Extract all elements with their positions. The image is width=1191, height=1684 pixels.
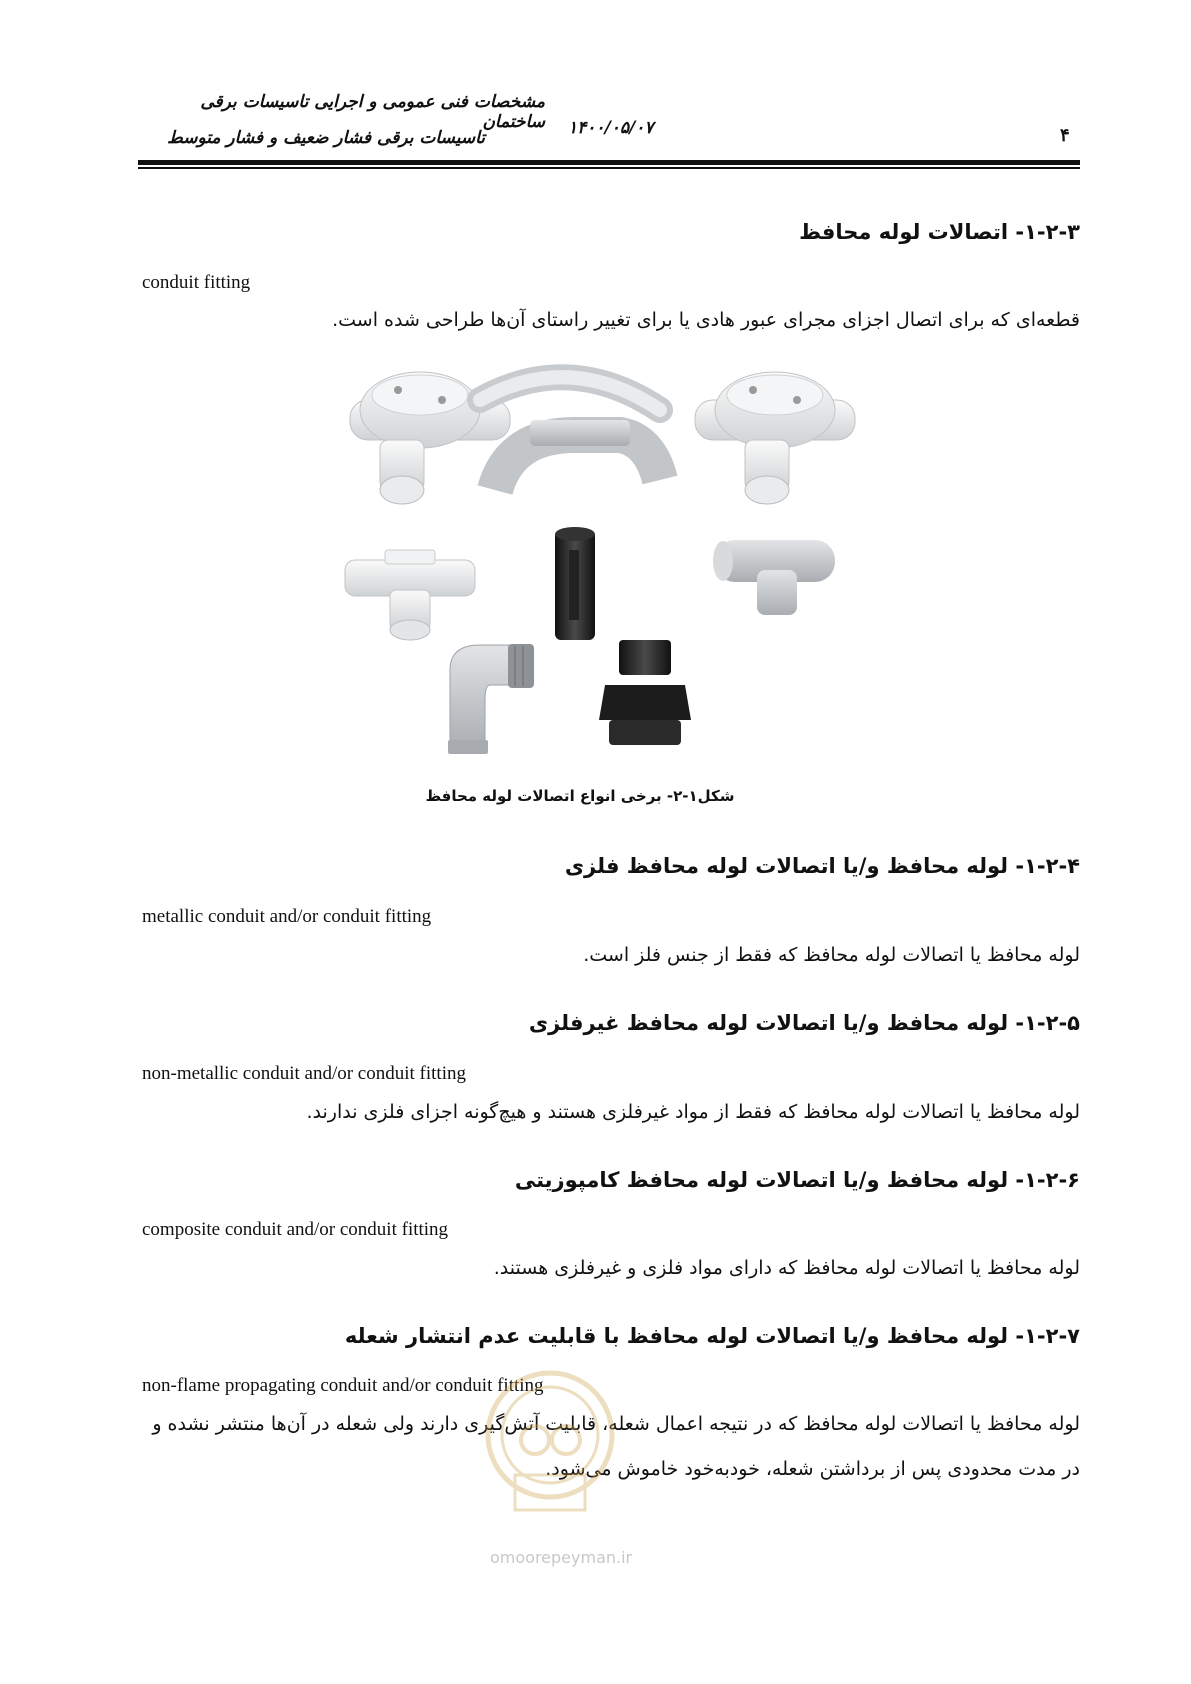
section-definition-line1: لوله محافظ یا اتصالات لوله محافظ که در نتیجه اعمال شعله، قابلیت آتش‌گیری دارند ولی شعله در آن‌ها منتشر نشده و xyxy=(152,1413,1080,1435)
junction-box-right xyxy=(695,372,855,504)
section-definition: لوله محافظ یا اتصالات لوله محافظ که دارای مواد فلزی و غیرفلزی هستند. xyxy=(493,1257,1080,1279)
figure-caption: شکل۱-۲- برخی انواع اتصالات لوله محافظ xyxy=(425,787,735,805)
section-definition: قطعه‌ای که برای اتصال اجزای مجرای عبور هادی یا برای تغییر راستای آن‌ها طراحی شده است. xyxy=(332,309,1080,331)
black-gland xyxy=(599,640,691,745)
section-english-term: non-flame propagating conduit and/or conduit fitting xyxy=(142,1375,544,1396)
section-definition: لوله محافظ یا اتصالات لوله محافظ که فقط از جنس فلز است. xyxy=(583,944,1080,966)
section-heading: ۱-۲-۵- لوله محافظ و/یا اتصالات لوله محافظ غیرفلزی xyxy=(528,1011,1080,1035)
conduit-fittings-figure xyxy=(330,360,910,760)
section-definition: لوله محافظ یا اتصالات لوله محافظ که فقط از مواد غیرفلزی هستند و هیچ‌گونه اجزای فلزی ندارند. xyxy=(306,1101,1080,1123)
metal-elbow xyxy=(448,644,534,754)
header-date: ۱۴۰۰/۰۵/۰۷ xyxy=(568,118,654,138)
section-english-term: metallic conduit and/or conduit fitting xyxy=(142,906,432,927)
section-heading: ۱-۲-۳- اتصالات لوله محافظ xyxy=(799,220,1080,244)
section-heading: ۱-۲-۶- لوله محافظ و/یا اتصالات لوله محافظ کامپوزیتی xyxy=(514,1168,1080,1192)
section-english-term: conduit fitting xyxy=(142,272,251,293)
watermark-logo xyxy=(480,1360,620,1520)
header-title-line2: تاسیسات برقی فشار ضعیف و فشار متوسط xyxy=(167,128,485,148)
section-english-term: non-metallic conduit and/or conduit fitting xyxy=(142,1063,466,1084)
header-rule-thin xyxy=(138,167,1080,169)
section-heading: ۱-۲-۴- لوله محافظ و/یا اتصالات لوله محافظ فلزی xyxy=(564,854,1080,878)
section-heading: ۱-۲-۷- لوله محافظ و/یا اتصالات لوله محافظ با قابلیت عدم انتشار شعله xyxy=(344,1324,1080,1348)
section-definition-line2: در مدت محدودی پس از برداشتن شعله، خودبه‌خود خاموش می‌شود. xyxy=(545,1458,1080,1480)
tee-right xyxy=(713,540,835,615)
tee-left xyxy=(345,550,475,640)
header-rule-thick xyxy=(138,160,1080,165)
header-title-line1: مشخصات فنی عمومی و اجرایی تاسیسات برقی ساختمان xyxy=(200,92,545,132)
watermark-url: omoorepeyman.ir xyxy=(490,1548,633,1567)
section-english-term: composite conduit and/or conduit fitting xyxy=(142,1219,449,1240)
inspection-bend xyxy=(495,420,660,490)
black-coupler xyxy=(555,527,595,640)
conduit-bend-top xyxy=(480,377,660,410)
page-number: ۴ xyxy=(1060,125,1070,146)
